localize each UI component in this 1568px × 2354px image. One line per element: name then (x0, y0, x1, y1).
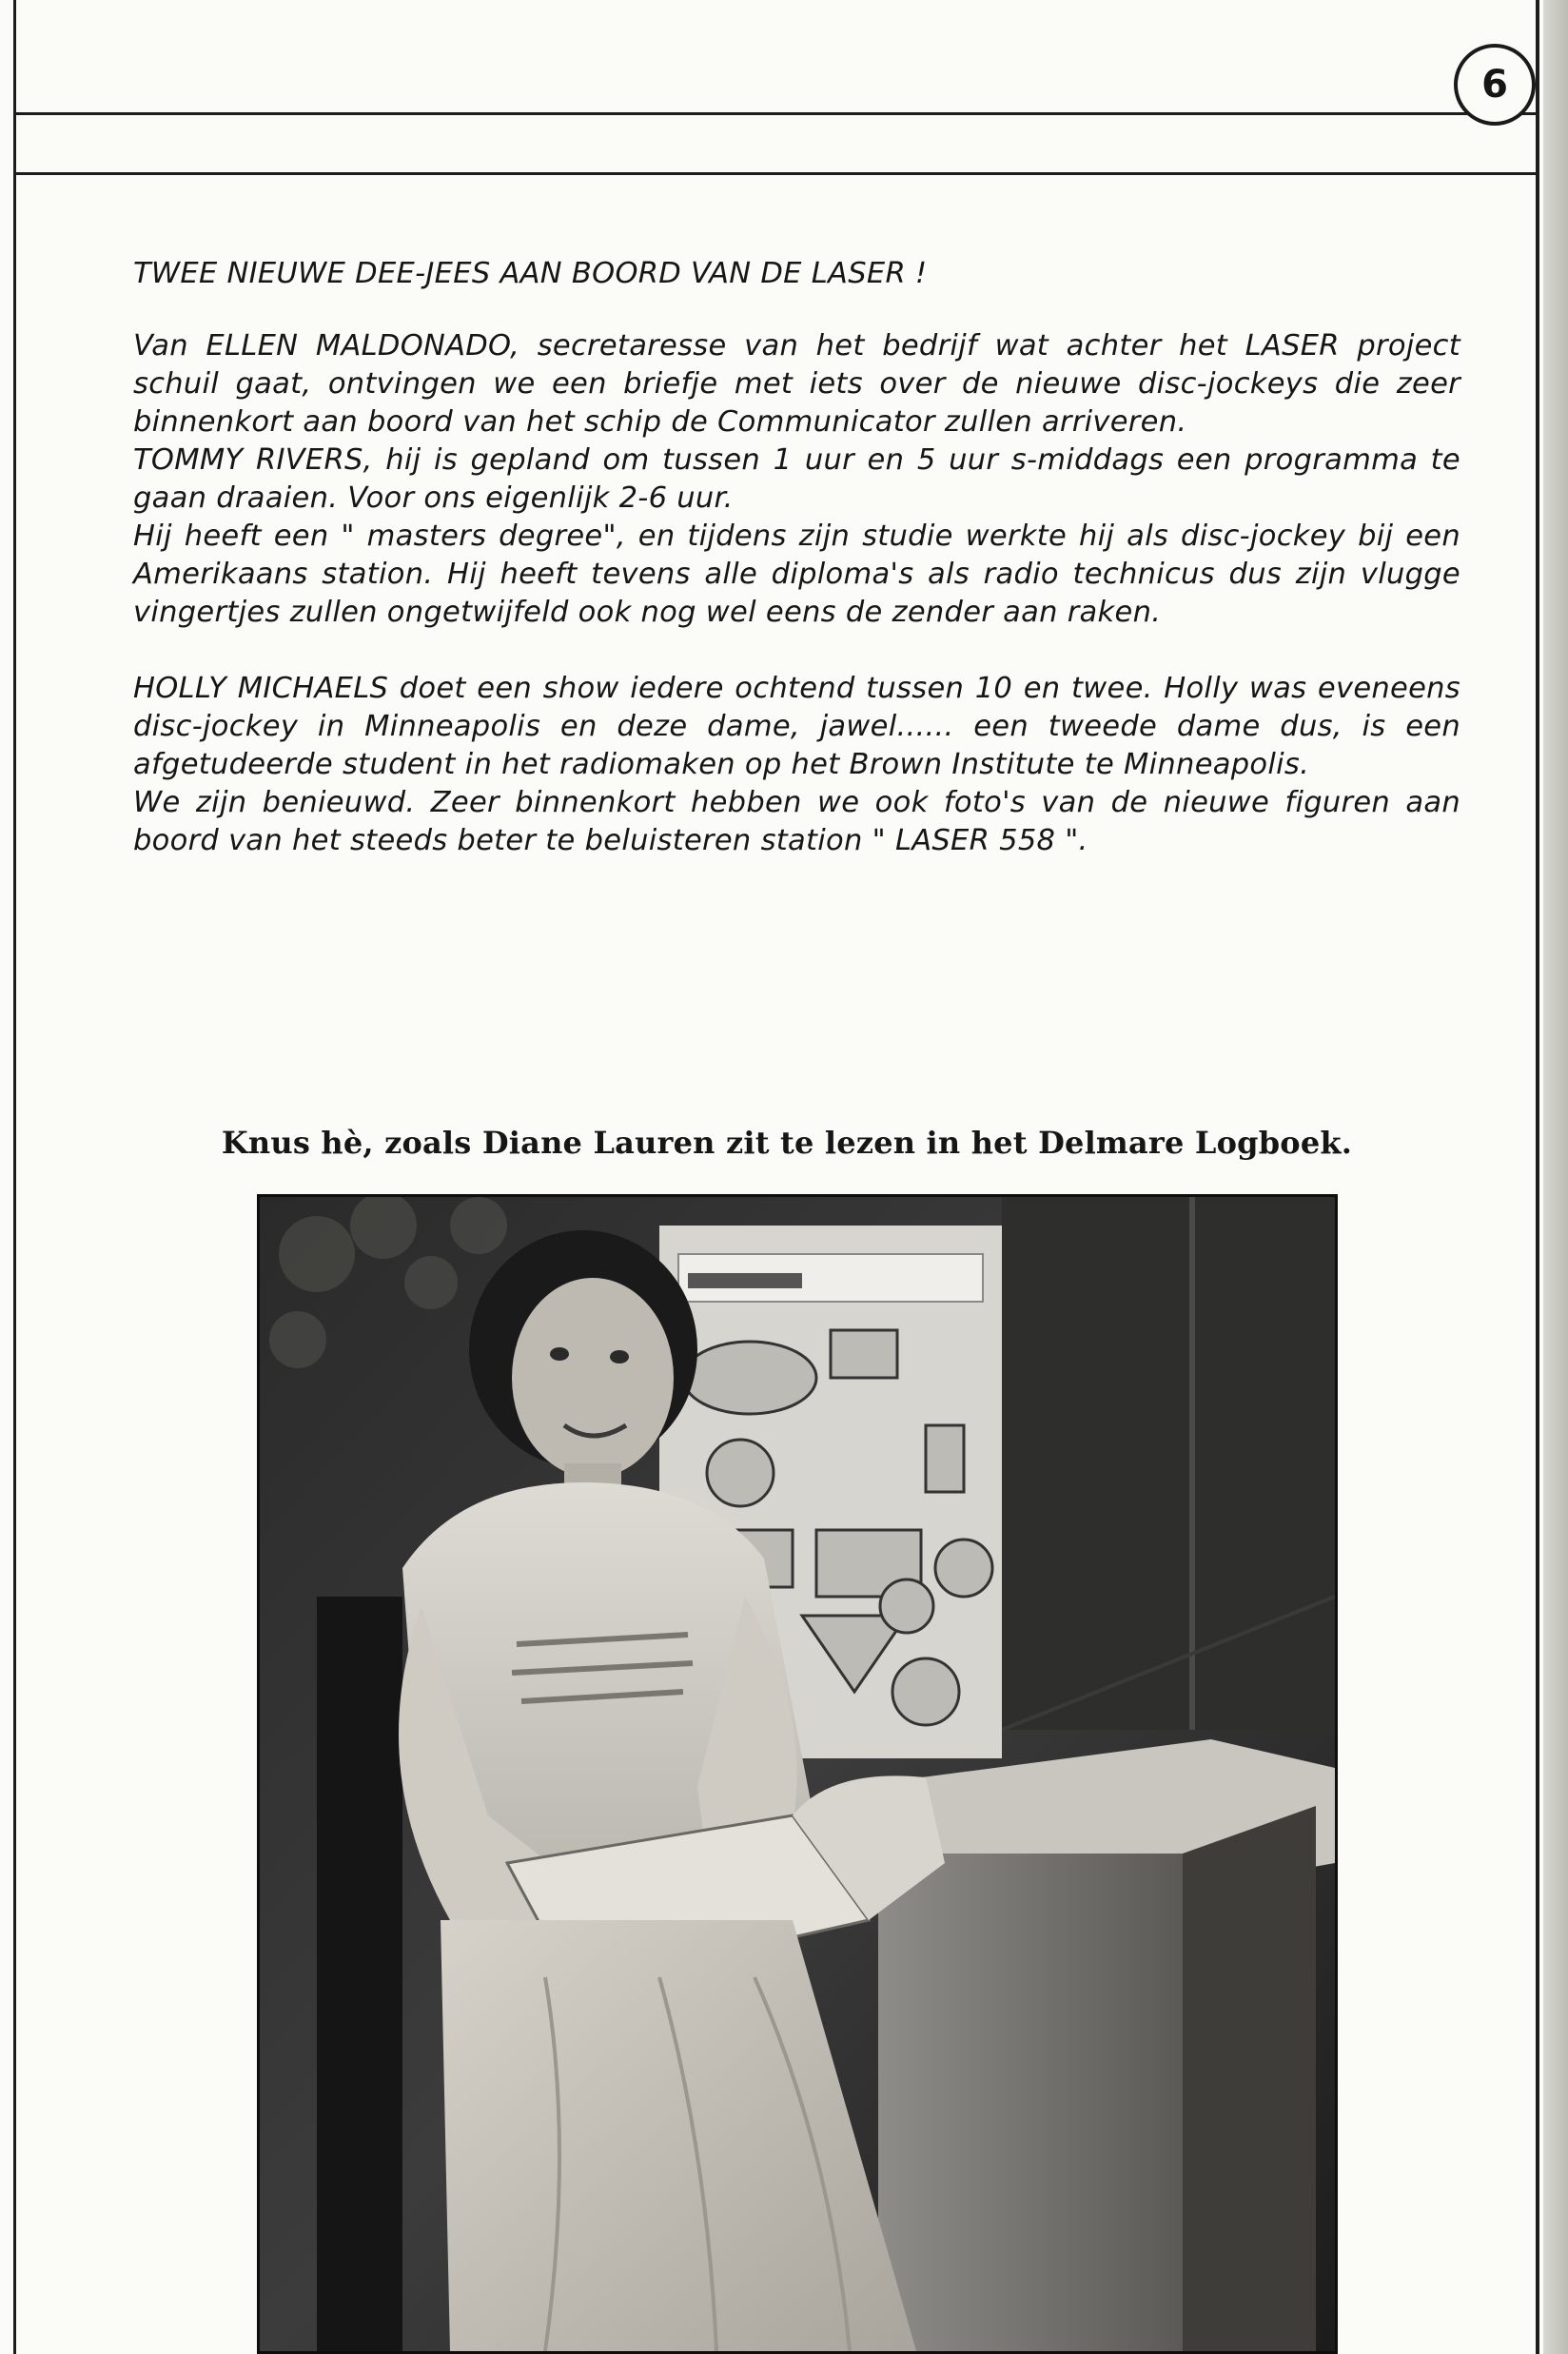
photo (257, 1194, 1338, 2354)
paragraph-gap (133, 632, 1460, 670)
photo-image (260, 1197, 1335, 2351)
paragraph-tommy-rivers: TOMMY RIVERS, hij is gepland om tussen 1 uur en 5 uur s-middags een programma te gaan draaien. Voor ons eigenlijk 2-6 uur. (133, 443, 1460, 515)
paragraph-holly-michaels: HOLLY MICHAELS doet een show iedere ochtend tussen 10 en twee. Holly was eveneens disc-jockey in Minneapolis en deze dame, jawel...... een tweede dame dus, is een afgetudeerde student in het radiomaken op het Brown Institute te Minneapolis. (133, 672, 1460, 781)
paragraph-masters-degree: Hij heeft een " masters degree", en tijdens zijn studie werkte hij als disc-jockey bij een Amerikaans station. Hij heeft tevens alle diploma's als radio technicus dus zijn vlugge vingertjes zullen ongetwijfeld ook nog wel eens de zender aan raken. (133, 520, 1460, 629)
paragraph-maldonado: Van ELLEN MALDONADO, secretaresse van het bedrijf wat achter het LASER project schuil gaat, ontvingen we een briefje met iets over de nieuwe disc-jockeys die zeer binnenkort aan boord van het schip de Communicator zullen arriveren. (133, 329, 1460, 439)
paragraph-benieuwd: We zijn benieuwd. Zeer binnenkort hebben we ook foto's van de nieuwe figuren aan boord van het steeds beter te beluisteren station " LASER 558 ". (133, 786, 1460, 857)
page-edge (1543, 0, 1568, 2354)
article (133, 255, 1460, 860)
header-rule (13, 112, 1539, 175)
photo-caption: Knus hè, zoals Diane Lauren zit te lezen in het Delmare Logboek. (221, 1125, 1353, 1161)
article-title: TWEE NIEUWE DEE-JEES AAN BOORD VAN DE LASER ! (133, 257, 928, 290)
page-number: 6 (1454, 44, 1536, 126)
